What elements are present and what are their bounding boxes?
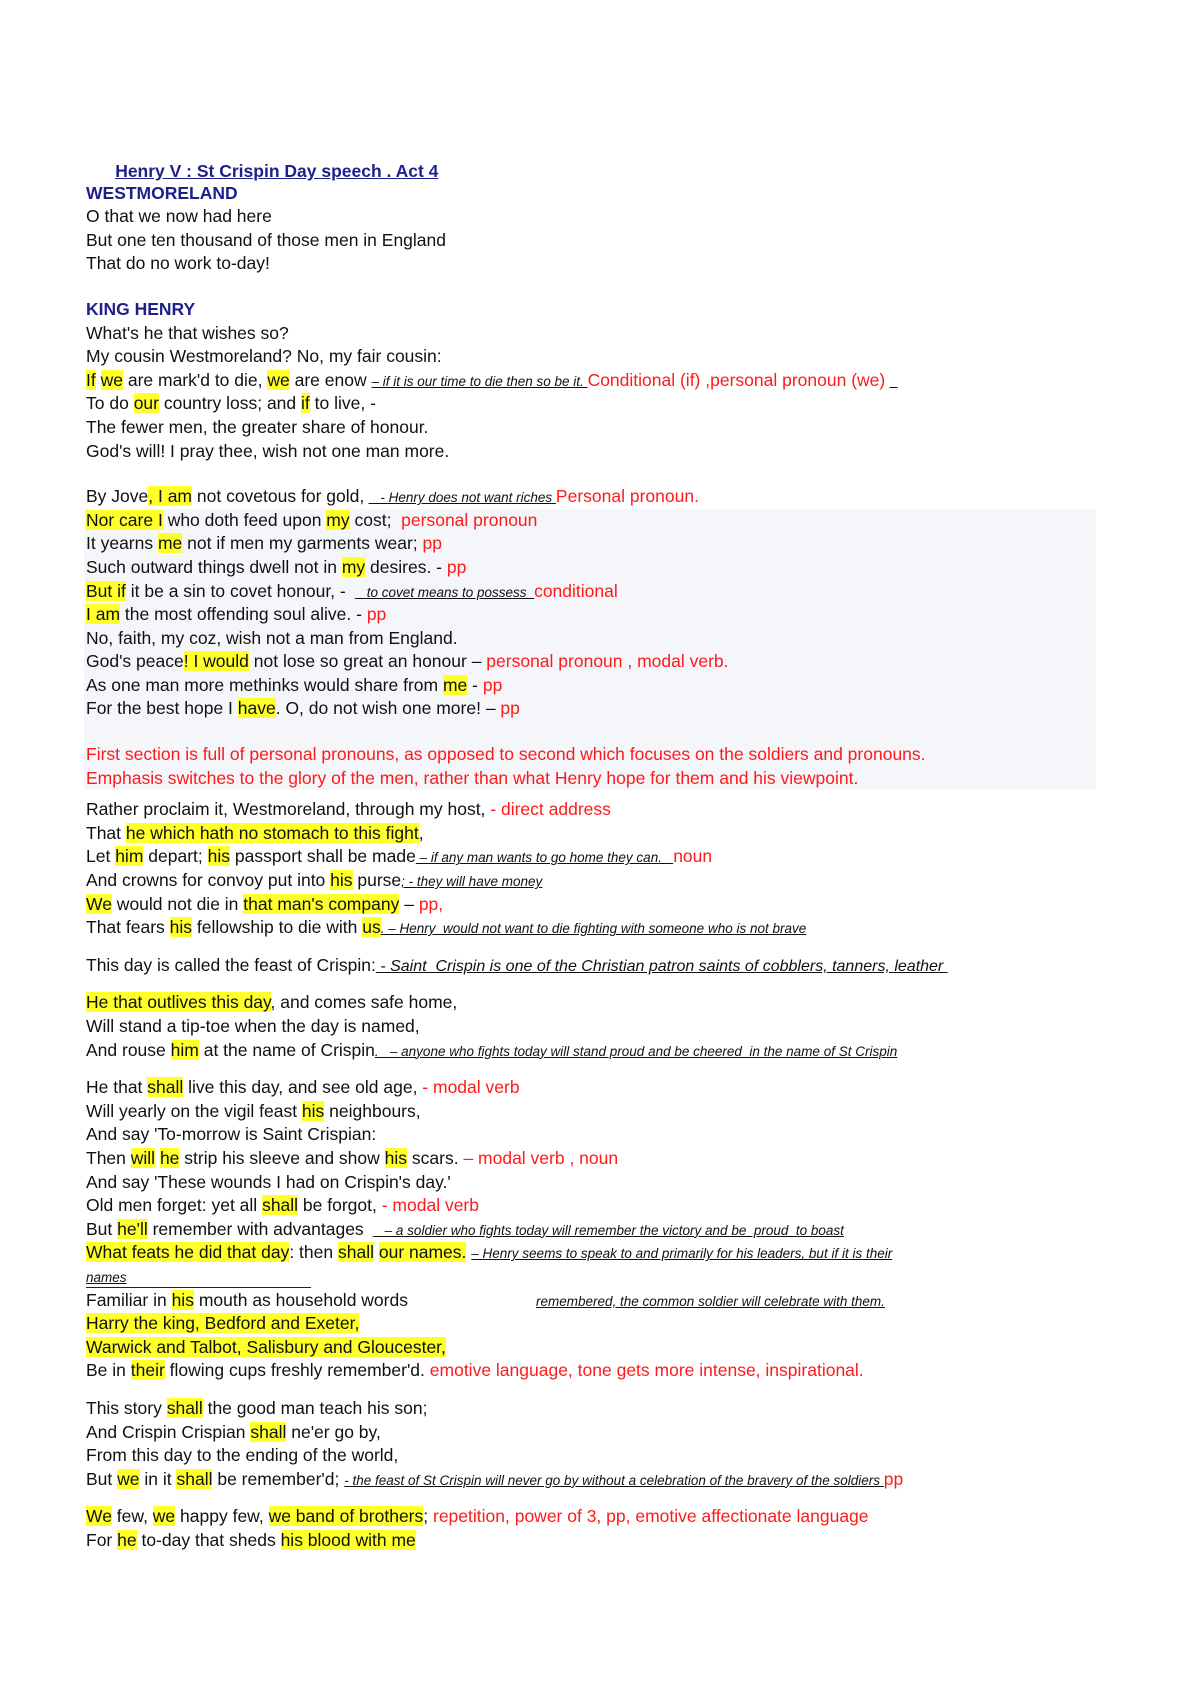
speech-text: ne'er go by,	[286, 1421, 381, 1442]
speech-text: in it	[139, 1468, 177, 1489]
speech-text: who doth feed upon	[162, 509, 327, 530]
annotation-note: remembered, the common soldier will celebrate with them.	[536, 1293, 885, 1309]
speech-line	[86, 1147, 1126, 1171]
speech-text: For	[86, 1529, 118, 1550]
highlighted-text: him	[115, 846, 144, 867]
annotation-text: - direct address	[490, 799, 611, 820]
annotation-text: First section is full of personal pronouns, as opposed to second which focuses on the soldiers and pronouns.	[86, 744, 926, 765]
speaker-line	[86, 182, 1126, 206]
speech-line	[86, 440, 1126, 464]
speech-line	[86, 627, 1096, 651]
highlighted-text: , I am	[148, 486, 193, 507]
annotation-text: Conditional (if) ,personal pronoun (we)	[587, 369, 891, 390]
speech-text: mouth as household words	[193, 1289, 408, 1310]
highlighted-text: our	[133, 393, 159, 414]
spacer	[86, 463, 1126, 485]
highlighted-text: me	[442, 674, 468, 695]
speech-line	[86, 509, 1096, 533]
speech-line	[86, 603, 1096, 627]
speech-text: And say 'These wounds I had on Crispin's day.'	[86, 1171, 451, 1192]
speech-line	[86, 345, 1126, 369]
document-title: Henry V : St Crispin Day speech . Act 4	[115, 160, 439, 181]
annotation-text: emotive language, tone gets more intense, inspirational.	[429, 1360, 864, 1381]
speech-text: And crowns for convoy put into	[86, 870, 331, 891]
speech-text: flowing cups freshly remember'd.	[164, 1360, 430, 1381]
speech-text: God's peace	[86, 651, 184, 672]
speech-text: desires. -	[365, 556, 447, 577]
speaker-line	[86, 298, 1126, 322]
annotation-note: Henry would not want to die fighting with someone who is not brave	[399, 921, 807, 937]
highlighted-text: his	[171, 1289, 194, 1310]
speech-line	[86, 798, 1126, 822]
annotation-note: - the feast of St Crispin will never go by without a celebration of the bravery of the soldiers	[344, 1472, 884, 1488]
annotation-text: pp	[422, 533, 442, 554]
highlighted-text: his blood with me	[280, 1529, 416, 1550]
speech-text: remember with advantages	[147, 1218, 374, 1239]
speech-line	[86, 416, 1126, 440]
speech-line	[86, 1336, 1126, 1360]
speech-text: Old men forget: yet all	[86, 1195, 263, 1216]
speech-line	[86, 1123, 1126, 1147]
speech-text: passport shall be made	[230, 846, 416, 867]
speech-text: , and comes safe home,	[270, 992, 458, 1013]
speech-text: And rouse	[86, 1039, 171, 1060]
speech-text: He that	[86, 1077, 148, 1098]
highlighted-text: I am	[86, 604, 121, 625]
annotation-note: – if any man wants to go home they can.	[415, 850, 674, 866]
annotation-text: noun	[673, 846, 713, 867]
speech-text: Familiar in	[86, 1289, 172, 1310]
speech-text: strip his sleeve and show	[179, 1147, 385, 1168]
highlighted-text: his	[384, 1147, 408, 1168]
speech-line	[86, 869, 1126, 893]
speech-line	[86, 369, 1126, 393]
speech-line	[86, 650, 1096, 674]
speech-text: O that we now had here	[86, 206, 272, 227]
highlighted-text: that man's company	[243, 893, 400, 914]
speech-text: Let	[86, 846, 116, 867]
speech-line	[86, 674, 1096, 698]
speech-text: From this day to the ending of the world,	[86, 1445, 399, 1466]
highlighted-text: shall	[250, 1421, 287, 1442]
document-title-line	[86, 136, 1126, 181]
speech-line	[86, 822, 1126, 846]
speech-text: be forgot,	[298, 1195, 382, 1216]
speech-line	[86, 743, 1096, 767]
annotation-text: pp	[482, 674, 503, 695]
speech-line	[86, 991, 1126, 1015]
speech-line	[86, 845, 1126, 869]
speech-line	[86, 1265, 1126, 1289]
annotation-note: . –	[380, 921, 400, 937]
highlighted-text: he'll	[117, 1218, 148, 1239]
annotation-note: names	[86, 1269, 127, 1285]
highlighted-text: we	[267, 369, 290, 390]
speech-line	[86, 322, 1126, 346]
speech-line	[86, 1468, 1126, 1492]
speech-text: Will yearly on the vigil feast	[86, 1100, 302, 1121]
highlighted-text: shall	[262, 1195, 299, 1216]
speech-text	[96, 370, 101, 390]
highlighted-text: his	[169, 917, 193, 938]
spacer	[86, 1062, 1126, 1076]
highlighted-text: he	[159, 1147, 180, 1168]
speech-text: neighbours,	[324, 1100, 421, 1121]
speech-line	[86, 1421, 1126, 1445]
highlighted-text: will	[130, 1147, 156, 1168]
speech-text: By Jove	[86, 486, 149, 507]
annotation-text: pp	[446, 556, 467, 577]
annotation-note: ; - they will have money	[401, 874, 543, 890]
highlighted-text: But if	[86, 580, 126, 601]
highlighted-text: He that outlives this day	[86, 992, 271, 1013]
highlighted-text: us	[362, 917, 381, 938]
spacer	[86, 977, 1126, 991]
speech-text: country loss; and	[158, 393, 302, 414]
highlighted-text: we	[100, 369, 123, 390]
speech-text: to live, -	[309, 393, 376, 414]
highlighted-text: Warwick and Talbot, Salisbury and Gloucester,	[86, 1336, 446, 1357]
annotation-text: – modal verb , noun	[463, 1147, 619, 1168]
speech-line	[86, 1241, 1126, 1265]
speech-text: That	[86, 822, 126, 843]
speech-line	[86, 893, 1126, 917]
speech-text: And Crispin Crispian	[86, 1421, 251, 1442]
highlighted-text: Nor care I	[86, 509, 163, 530]
highlighted-text: him	[170, 1039, 199, 1060]
speech-text: This story	[86, 1397, 167, 1418]
speech-line	[86, 1076, 1126, 1100]
speech-text: For the best hope I	[86, 698, 238, 719]
speech-text: And say 'To-morrow is Saint Crispian:	[86, 1124, 377, 1145]
annotation-text: Personal pronoun.	[555, 486, 699, 507]
speech-text: would not die in	[111, 893, 244, 914]
annotation-text: pp,	[418, 893, 444, 914]
speech-text: ,	[418, 822, 424, 843]
speaker-name: KING HENRY	[86, 298, 196, 319]
highlighted-text: he which hath no stomach to this fight	[125, 822, 419, 843]
speech-text: to-day that sheds	[136, 1529, 281, 1550]
spacer	[86, 790, 1126, 798]
annotation-text: personal pronoun	[401, 509, 538, 530]
speech-text: happy few,	[175, 1506, 269, 1527]
speech-line	[86, 252, 1126, 276]
speech-text: purse	[352, 870, 402, 891]
annotation-note: _ to covet means to possess_	[355, 584, 535, 600]
speech-text: are enow	[289, 369, 372, 390]
speech-text: But	[86, 1468, 118, 1489]
speech-text: It yearns	[86, 533, 158, 554]
speech-text: To do	[86, 393, 134, 414]
speech-text: are mark'd to die,	[122, 369, 268, 390]
annotation-text: pp	[366, 604, 387, 625]
speech-text: cost;	[349, 509, 402, 530]
annotation-note: _ – a soldier who fights today will remember the victory and be proud to boast	[373, 1222, 844, 1238]
highlighted-text: his	[207, 846, 230, 867]
annotation-text: - modal verb	[381, 1195, 479, 1216]
speech-line	[86, 485, 1126, 509]
speech-line	[86, 1359, 1126, 1383]
highlighted-text: shall	[166, 1397, 203, 1418]
speech-line	[86, 1505, 1126, 1529]
speech-text: The fewer men, the greater share of honour.	[86, 416, 429, 437]
speech-text: That do no work to-day!	[86, 253, 270, 274]
highlighted-text: his	[330, 870, 353, 891]
speech-line	[86, 1289, 1126, 1313]
speech-line	[86, 205, 1126, 229]
highlighted-text: me	[157, 533, 183, 554]
speech-text: Rather proclaim it, Westmoreland, through my host,	[86, 799, 491, 820]
speech-line	[86, 229, 1126, 253]
speech-text: ;	[423, 1506, 433, 1527]
highlighted-text: his	[301, 1100, 325, 1121]
speech-text: But one ten thousand of those men in England	[86, 229, 446, 250]
speech-text: the good man teach his son;	[202, 1397, 428, 1418]
highlighted-text: our names.	[378, 1242, 467, 1263]
speech-line	[86, 392, 1126, 416]
annotation-text: pp	[500, 698, 520, 719]
annotation-text: Emphasis switches to the glory of the men, rather than what Henry hope for them and his viewpoint.	[86, 767, 859, 788]
highlighted-text: my	[341, 556, 366, 577]
speech-line	[86, 1529, 1126, 1553]
speech-text: be remember'd;	[212, 1468, 345, 1489]
speech-line	[86, 1015, 1126, 1039]
highlighted-text: shall	[176, 1468, 213, 1489]
speech-text: What's he that wishes so?	[86, 322, 289, 343]
speech-line	[86, 1444, 1126, 1468]
highlighted-text: What feats he did that day	[86, 1242, 290, 1263]
speech-line	[86, 1194, 1126, 1218]
speech-line	[86, 1312, 1126, 1336]
highlighted-text: we band of brothers	[268, 1506, 424, 1527]
speech-line	[86, 556, 1096, 580]
speech-text: live this day, and see old age,	[183, 1077, 423, 1098]
speech-line	[86, 532, 1096, 556]
spacer	[86, 276, 1126, 298]
speech-text: : then	[289, 1242, 338, 1263]
speech-line	[86, 1218, 1126, 1242]
speech-text: it be a sin to covet honour, -	[125, 580, 356, 601]
annotation-text: pp	[883, 1468, 904, 1489]
annotation-note: - Saint Crispin is one of the Christian patron saints of cobblers, tanners, leather	[375, 957, 948, 975]
speech-text: As one man more methinks would share from	[86, 674, 443, 695]
annotation-note: . – anyone who fights today will stand proud and be cheered in the name of St Crispin	[374, 1043, 898, 1059]
speech-text: That fears	[86, 917, 170, 938]
speech-text: God's will! I pray thee, wish not one man more.	[86, 440, 450, 461]
speech-text: Such outward things dwell not in	[86, 556, 342, 577]
speech-line	[86, 767, 1096, 791]
highlighted-text: we	[152, 1506, 176, 1527]
speech-text: Then	[86, 1147, 131, 1168]
speech-text: not covetous for gold,	[192, 486, 370, 507]
speech-line	[86, 1039, 1126, 1063]
annotation-note: – Henry seems to speak to and primarily for his leaders, but if it is their	[471, 1246, 893, 1262]
speech-text: -	[467, 674, 483, 695]
speech-text: My cousin Westmoreland? No, my fair cousin:	[86, 346, 442, 367]
underline-rule	[86, 1287, 311, 1288]
highlighted-text: their	[130, 1360, 165, 1381]
annotation-note: – if it is our time to die then so be it.	[371, 373, 588, 389]
speaker-name: WESTMORELAND	[86, 182, 238, 203]
highlighted-text: we	[117, 1468, 140, 1489]
highlighted-text: if	[301, 393, 310, 414]
spacer	[86, 1383, 1126, 1397]
speech-line	[86, 916, 1126, 940]
shaded-section	[84, 509, 1096, 791]
highlighted-text: We	[86, 893, 112, 914]
speech-line	[86, 1171, 1126, 1195]
speech-text: –	[399, 893, 419, 914]
speech-text: not if men my garments wear;	[182, 533, 423, 554]
highlighted-text: shall	[337, 1242, 374, 1263]
speech-line	[86, 580, 1096, 604]
speech-text: But	[86, 1218, 118, 1239]
speech-text: Will stand a tip-toe when the day is named,	[86, 1016, 420, 1036]
speech-text: the most offending soul alive. -	[120, 604, 367, 625]
speech-text: fellowship to die with	[192, 917, 363, 938]
annotation-text: personal pronoun , modal verb.	[486, 651, 729, 672]
highlighted-text: shall	[147, 1077, 184, 1098]
speech-text: scars.	[407, 1147, 464, 1168]
highlighted-text: he	[117, 1529, 137, 1550]
annotation-text: repetition, power of 3, pp, emotive affectionate language	[433, 1506, 869, 1527]
spacer	[86, 940, 1126, 954]
speech-text: at the name of Crispin	[198, 1039, 375, 1060]
speech-text: not lose so great an honour –	[248, 651, 487, 672]
document-body	[86, 136, 1126, 1552]
speech-text: Be in	[86, 1360, 131, 1381]
spacer	[86, 721, 1096, 743]
highlighted-text: If	[86, 369, 96, 390]
annotation-text: - modal verb	[422, 1077, 520, 1098]
speech-line	[86, 1397, 1126, 1421]
annotation-note: _	[890, 373, 898, 389]
highlighted-text: my	[326, 509, 350, 530]
speech-text: few,	[111, 1506, 153, 1527]
speech-text: No, faith, my coz, wish not a man from England.	[86, 627, 458, 648]
speech-text: . O, do not wish one more! –	[275, 698, 501, 719]
highlighted-text: have	[237, 698, 276, 719]
speech-text: This day is called the feast of Crispin:	[86, 954, 376, 975]
speech-line	[86, 1100, 1126, 1124]
speech-line	[86, 954, 1126, 978]
highlighted-text: ! I would	[183, 651, 249, 672]
highlighted-text: We	[86, 1506, 112, 1527]
spacer	[86, 1491, 1126, 1505]
annotation-note: _ - Henry does not want riches	[369, 490, 556, 506]
speech-text: depart;	[143, 846, 208, 867]
annotation-text: conditional	[534, 580, 618, 601]
speech-line	[86, 697, 1096, 721]
highlighted-text: Harry the king, Bedford and Exeter,	[86, 1313, 360, 1334]
